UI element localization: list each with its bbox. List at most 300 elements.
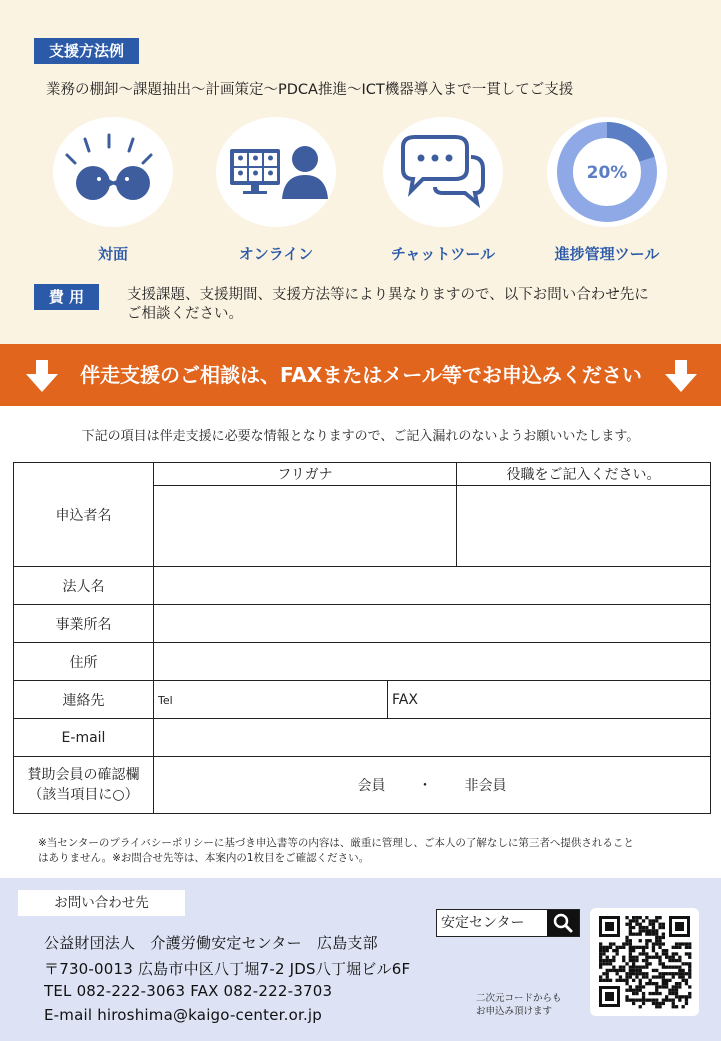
qr-module [622, 979, 625, 982]
qr-module [655, 975, 658, 978]
qr-module [668, 959, 671, 962]
qr-module [645, 942, 648, 945]
qr-module [642, 992, 645, 995]
privacy-note [38, 836, 698, 866]
qr-module [645, 966, 648, 969]
qr-module [649, 992, 652, 995]
face-to-face-icon [53, 117, 173, 227]
qr-module [632, 992, 635, 995]
qr-module [655, 919, 658, 922]
contact-organization: 公益財団法人 介護労働安定センター 広島支部 [44, 934, 378, 952]
qr-module [655, 1002, 658, 1005]
qr-module [685, 942, 688, 945]
contact-email[interactable]: E-mail hiroshima@kaigo-center.or.jp [44, 1006, 323, 1024]
qr-module [609, 979, 612, 982]
qr-module [645, 933, 648, 936]
qr-module [639, 933, 642, 936]
qr-module [629, 959, 632, 962]
qr-module [678, 982, 681, 985]
qr-module [629, 999, 632, 1002]
office-label: 事業所名 [14, 605, 154, 643]
qr-module [599, 979, 602, 982]
qr-module [655, 989, 658, 992]
qr-module [678, 946, 681, 949]
qr-module [599, 959, 602, 962]
qr-module [616, 946, 619, 949]
qr-module [655, 936, 658, 939]
qr-module [599, 946, 602, 949]
method-label-chat: チャットツール [390, 245, 496, 263]
qr-module [665, 999, 668, 1002]
qr-module [675, 942, 678, 945]
qr-module [602, 959, 605, 962]
qr-module [655, 982, 658, 985]
qr-module [602, 979, 605, 982]
qr-module [678, 942, 681, 945]
qr-module [645, 956, 648, 959]
qr-module [635, 916, 638, 919]
qr-module [642, 975, 645, 978]
qr-module [678, 972, 681, 975]
qr-module [635, 946, 638, 949]
qr-module [619, 946, 622, 949]
qr-module [639, 972, 642, 975]
qr-module [629, 923, 632, 926]
qr-module [649, 919, 652, 922]
qr-module [652, 933, 655, 936]
search-icon [547, 910, 579, 936]
qr-module [606, 972, 609, 975]
qr-code-icon [590, 908, 699, 1016]
qr-module [599, 966, 602, 969]
qr-module [678, 995, 681, 998]
qr-module [688, 992, 691, 995]
qr-module [629, 946, 632, 949]
qr-module [652, 949, 655, 952]
qr-module [639, 969, 642, 972]
qr-module [599, 956, 602, 959]
qr-module [678, 969, 681, 972]
qr-module [639, 926, 642, 929]
qr-module [672, 959, 675, 962]
qr-module [632, 962, 635, 965]
qr-module [632, 956, 635, 959]
qr-module [662, 972, 665, 975]
qr-module [665, 956, 668, 959]
contact-phones: TEL 082-222-3063 FAX 082-222-3703 [44, 982, 333, 1000]
qr-module [675, 989, 678, 992]
qr-module [629, 939, 632, 942]
qr-module [665, 982, 668, 985]
qr-module [635, 992, 638, 995]
qr-module [642, 966, 645, 969]
qr-module [622, 942, 625, 945]
qr-module [652, 982, 655, 985]
qr-module [672, 975, 675, 978]
qr-module [642, 985, 645, 988]
email-field[interactable] [154, 719, 711, 757]
qr-module [629, 972, 632, 975]
position-label: 役職をご記入ください。 [457, 463, 711, 486]
qr-module [645, 972, 648, 975]
qr-module [655, 929, 658, 932]
qr-module [635, 972, 638, 975]
qr-note [476, 992, 562, 1018]
qr-module [599, 962, 602, 965]
qr-module [668, 989, 671, 992]
qr-module [612, 956, 615, 959]
qr-module [672, 1005, 675, 1008]
qr-module [599, 949, 602, 952]
qr-module [632, 933, 635, 936]
qr-module [642, 999, 645, 1002]
qr-module [675, 1005, 678, 1008]
membership-field[interactable] [154, 757, 711, 814]
qr-module [629, 989, 632, 992]
qr-module [639, 946, 642, 949]
qr-module [612, 942, 615, 945]
qr-module [655, 942, 658, 945]
qr-module [688, 946, 691, 949]
qr-module [632, 999, 635, 1002]
qr-module [668, 992, 671, 995]
qr-module [645, 975, 648, 978]
qr-module [625, 995, 628, 998]
qr-module [649, 929, 652, 932]
qr-module [682, 962, 685, 965]
qr-module [635, 989, 638, 992]
qr-module [632, 969, 635, 972]
qr-module [602, 952, 605, 955]
qr-note-line1: 二次元コードからも [476, 993, 562, 1004]
qr-module [678, 975, 681, 978]
qr-module [642, 946, 645, 949]
qr-module [668, 999, 671, 1002]
qr-module [655, 952, 658, 955]
qr-module [688, 975, 691, 978]
qr-module [629, 929, 632, 932]
qr-module [602, 949, 605, 952]
qr-module [635, 959, 638, 962]
membership-label-line2: （該当項目に○） [28, 787, 139, 803]
tel-field[interactable] [154, 681, 388, 719]
contact-section [0, 878, 721, 1041]
qr-module [625, 923, 628, 926]
membership-label [14, 757, 154, 814]
qr-module [658, 939, 661, 942]
qr-module [662, 975, 665, 978]
qr-module [619, 979, 622, 982]
corporation-label: 法人名 [14, 567, 154, 605]
qr-module [675, 966, 678, 969]
qr-module [662, 962, 665, 965]
qr-module [665, 979, 668, 982]
qr-module [652, 946, 655, 949]
qr-module [655, 969, 658, 972]
qr-module [678, 966, 681, 969]
qr-module [622, 966, 625, 969]
qr-module [629, 966, 632, 969]
applicant-name-field[interactable] [154, 486, 457, 567]
qr-module [639, 979, 642, 982]
qr-module [632, 1002, 635, 1005]
qr-module [682, 995, 685, 998]
banner-text: 伴走支援のご相談は、FAXまたはメール等でお申込みください [80, 363, 642, 387]
qr-module [682, 1005, 685, 1008]
qr-module [658, 916, 661, 919]
qr-module [632, 949, 635, 952]
progress-donut-icon [547, 117, 667, 227]
qr-module [642, 952, 645, 955]
qr-module [619, 975, 622, 978]
qr-module [682, 972, 685, 975]
qr-module [668, 972, 671, 975]
fax-label: FAX [392, 691, 418, 708]
qr-module [606, 962, 609, 965]
qr-module [675, 946, 678, 949]
qr-module [609, 942, 612, 945]
qr-module [642, 929, 645, 932]
qr-module [606, 959, 609, 962]
privacy-note-line2: はありません。※お問合せ先等は、本案内の1枚目をご確認ください。 [38, 852, 370, 864]
qr-module [606, 956, 609, 959]
qr-module [662, 999, 665, 1002]
furigana-label: フリガナ [154, 463, 457, 486]
qr-module [652, 999, 655, 1002]
qr-module [602, 962, 605, 965]
qr-module [639, 916, 642, 919]
qr-module [658, 926, 661, 929]
qr-module [642, 972, 645, 975]
qr-module [645, 959, 648, 962]
qr-module [658, 946, 661, 949]
qr-module [609, 969, 612, 972]
qr-module [682, 969, 685, 972]
qr-module [672, 992, 675, 995]
qr-module [632, 946, 635, 949]
method-online [216, 117, 336, 227]
address-label: 住所 [14, 643, 154, 681]
qr-module [688, 956, 691, 959]
qr-module [629, 942, 632, 945]
qr-module [655, 985, 658, 988]
qr-module [649, 939, 652, 942]
qr-module [625, 982, 628, 985]
email-label: E-mail [14, 719, 154, 757]
qr-module [652, 956, 655, 959]
qr-module [652, 1002, 655, 1005]
qr-module [642, 926, 645, 929]
office-field[interactable] [154, 605, 711, 643]
qr-module [685, 979, 688, 982]
qr-module [652, 923, 655, 926]
qr-module [635, 975, 638, 978]
qr-module [662, 966, 665, 969]
qr-module [649, 999, 652, 1002]
qr-module [662, 923, 665, 926]
qr-module [599, 975, 602, 978]
privacy-note-line1: ※当センターのプライバシーポリシーに基づき申込書等の内容は、厳重に管理し、ご本人の了解なしに第三者へ提供されること [38, 837, 634, 849]
search-button[interactable] [547, 910, 579, 936]
qr-module [675, 952, 678, 955]
qr-module [632, 926, 635, 929]
qr-module [629, 975, 632, 978]
qr-module [658, 942, 661, 945]
corporation-field[interactable] [154, 567, 711, 605]
qr-module [665, 972, 668, 975]
qr-module [665, 985, 668, 988]
form-note: 下記の項目は伴走支援に必要な情報となりますので、ご記入漏れのないようお願いいたします。 [81, 429, 640, 444]
qr-module [682, 979, 685, 982]
qr-module [672, 972, 675, 975]
contact-label: 連絡先 [14, 681, 154, 719]
qr-module [675, 985, 678, 988]
qr-module [625, 975, 628, 978]
qr-module [655, 992, 658, 995]
qr-module [639, 923, 642, 926]
qr-module [619, 969, 622, 972]
qr-module [672, 989, 675, 992]
qr-module [675, 959, 678, 962]
qr-module [672, 946, 675, 949]
qr-module [612, 949, 615, 952]
qr-module [622, 969, 625, 972]
qr-module [682, 975, 685, 978]
position-field[interactable] [457, 486, 711, 567]
method-face-to-face [53, 117, 173, 227]
qr-module [652, 919, 655, 922]
contact-address: 〒730-0013 広島市中区八丁堀7-2 JDS八丁堀ビル6F [44, 960, 411, 978]
qr-module [658, 936, 661, 939]
method-label-progress: 進捗管理ツール [554, 245, 660, 263]
qr-module [599, 952, 602, 955]
qr-module [658, 1005, 661, 1008]
qr-module [662, 936, 665, 939]
qr-module [625, 999, 628, 1002]
down-arrow-icon [26, 360, 58, 392]
qr-module [688, 969, 691, 972]
qr-module [655, 939, 658, 942]
qr-module [622, 946, 625, 949]
qr-module [658, 992, 661, 995]
fee-label: 費 用 [34, 284, 99, 310]
progress-value-text: 20% [586, 163, 628, 183]
qr-module [675, 995, 678, 998]
qr-module [685, 999, 688, 1002]
qr-module [652, 926, 655, 929]
qr-module [658, 1002, 661, 1005]
qr-module [606, 979, 609, 982]
qr-module [668, 979, 671, 982]
qr-module [625, 979, 628, 982]
membership-label-line1: 賛助会員の確認欄 [27, 767, 140, 783]
qr-module [672, 966, 675, 969]
qr-module [616, 979, 619, 982]
qr-module [652, 992, 655, 995]
address-field[interactable] [154, 643, 711, 681]
qr-module [632, 966, 635, 969]
qr-module [629, 952, 632, 955]
qr-module [678, 985, 681, 988]
method-progress [547, 117, 667, 227]
applicant-label: 申込者名 [14, 463, 154, 567]
qr-module [625, 916, 628, 919]
qr-module [612, 969, 615, 972]
option-separator: ・ [418, 778, 432, 794]
method-label-face: 対面 [97, 245, 128, 263]
qr-module [655, 999, 658, 1002]
qr-module [675, 982, 678, 985]
qr-module [635, 919, 638, 922]
qr-module [655, 1005, 658, 1008]
qr-module [625, 936, 628, 939]
qr-module [625, 962, 628, 965]
application-form [13, 462, 711, 814]
fax-field[interactable] [388, 681, 711, 719]
qr-module [658, 975, 661, 978]
qr-module [642, 919, 645, 922]
qr-module [625, 942, 628, 945]
qr-module [639, 939, 642, 942]
qr-module [662, 949, 665, 952]
qr-module [616, 969, 619, 972]
search-box[interactable] [436, 909, 580, 937]
online-meeting-icon [216, 117, 336, 227]
qr-module [658, 959, 661, 962]
qr-module [642, 995, 645, 998]
qr-module [629, 985, 632, 988]
qr-module [632, 979, 635, 982]
qr-module [649, 923, 652, 926]
qr-module [645, 926, 648, 929]
qr-module [639, 989, 642, 992]
qr-module [652, 975, 655, 978]
qr-module [612, 966, 615, 969]
qr-module [688, 995, 691, 998]
qr-module [642, 949, 645, 952]
qr-code[interactable] [590, 908, 699, 1016]
qr-module [688, 972, 691, 975]
qr-module [685, 952, 688, 955]
qr-note-line2: お申込み頂けます [476, 1006, 553, 1017]
qr-module [655, 916, 658, 919]
qr-module [675, 972, 678, 975]
qr-module [685, 962, 688, 965]
qr-module [688, 962, 691, 965]
qr-module [645, 952, 648, 955]
member-option[interactable]: 会員 [357, 778, 386, 794]
qr-module [665, 952, 668, 955]
qr-module [629, 926, 632, 929]
qr-module [665, 949, 668, 952]
qr-module [616, 949, 619, 952]
qr-module [606, 949, 609, 952]
qr-module [658, 923, 661, 926]
qr-module [672, 999, 675, 1002]
qr-module [649, 956, 652, 959]
qr-module [606, 946, 609, 949]
qr-module [678, 999, 681, 1002]
qr-module [685, 995, 688, 998]
qr-module [662, 985, 665, 988]
qr-module [688, 942, 691, 945]
qr-module [685, 982, 688, 985]
method-chat [383, 117, 503, 227]
non-member-option[interactable]: 非会員 [464, 778, 507, 794]
qr-module [645, 916, 648, 919]
qr-module [609, 946, 612, 949]
qr-module [635, 999, 638, 1002]
